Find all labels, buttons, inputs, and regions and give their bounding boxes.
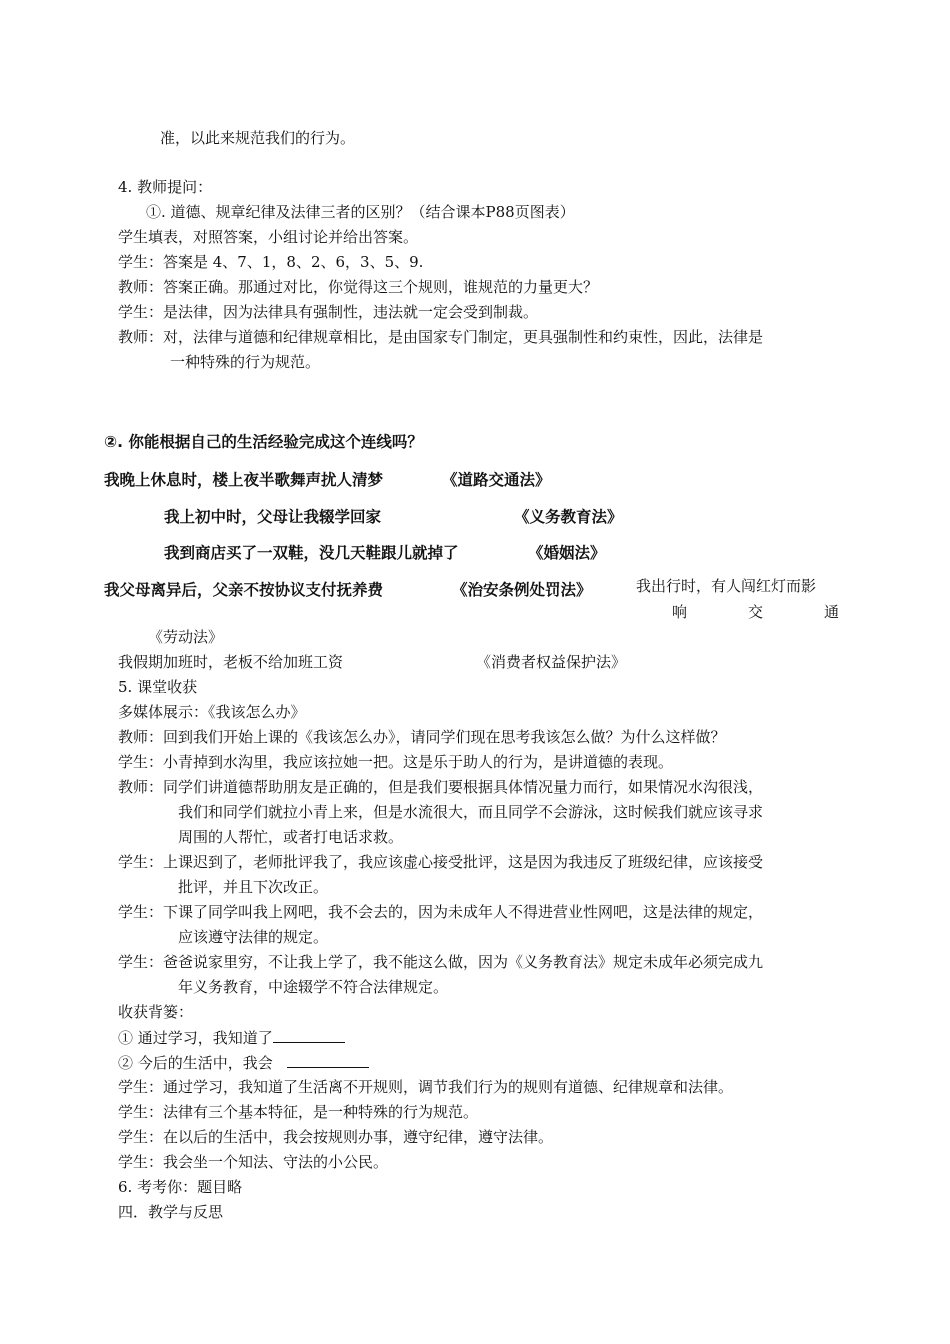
- dialogue-line: 学生：爸爸说家里穷，不让我上学了，我不能这么做，因为《义务教育法》规定未成年必须完成九: [118, 953, 764, 971]
- dialogue-line: 学生：下课了同学叫我上网吧，我不会去的，因为未成年人不得进营业性网吧，这是法律的规定，: [118, 903, 764, 921]
- matching-law: 《劳动法》: [148, 628, 224, 646]
- section-heading: 四．教学与反思: [118, 1203, 224, 1221]
- dialogue-line-continued: 周围的人帮忙，或者打电话求救。: [178, 828, 404, 846]
- section-heading: 5. 课堂收获: [118, 678, 198, 696]
- matching-heading: ②. 你能根据自己的生活经验完成这个连线吗？: [104, 433, 423, 451]
- fill-in-prompt: ② 今后的生活中，我会: [118, 1054, 273, 1072]
- dialogue-line: 教师：答案正确。那通过对比，你觉得这三个规则，谁规范的力量更大？: [118, 278, 599, 296]
- dialogue-line: 教师：回到我们开始上课的《我该怎么办》，请同学们现在思考我该怎么做？为什么这样做？: [118, 728, 726, 746]
- dialogue-line: 学生：在以后的生活中，我会按规则办事，遵守纪律，遵守法律。: [118, 1128, 554, 1146]
- fill-in-line: [118, 1027, 345, 1048]
- matching-law: 《义务教育法》: [514, 508, 623, 526]
- matching-scenario: 我父母离异后，父亲不按协议支付抚养费: [104, 581, 384, 599]
- section-heading: 4. 教师提问：: [118, 178, 213, 196]
- matching-scenario: 我上初中时，父母让我辍学回家: [164, 508, 382, 526]
- matching-law: 《治安条例处罚法》: [452, 581, 592, 599]
- dialogue-line: 学生：法律有三个基本特征，是一种特殊的行为规范。: [118, 1103, 479, 1121]
- dialogue-line: 学生：答案是 4、7、1，8、2、6，3、5、9.: [118, 253, 424, 271]
- dialogue-line-continued: 我们和同学们就拉小青上来，但是水流很大，而且同学不会游泳，这时候我们就应该寻求: [178, 803, 764, 821]
- dialogue-line: 学生：是法律，因为法律具有强制性，违法就一定会受到制裁。: [118, 303, 539, 321]
- dialogue-line-continued: 应该遵守法律的规定。: [178, 928, 329, 946]
- matching-scenario-continued: 交: [748, 603, 764, 621]
- matching-scenario-continued: 通: [824, 603, 840, 621]
- dialogue-line-continued: 年义务教育，中途辍学不符合法律规定。: [178, 978, 449, 996]
- answer-blank: [287, 1052, 369, 1068]
- dialogue-line: 学生：通过学习，我知道了生活离不开规则，调节我们行为的规则有道德、纪律规章和法律。: [118, 1078, 734, 1096]
- question-line: ①. 道德、规章纪律及法律三者的区别？（结合课本P88页图表）: [146, 203, 575, 221]
- dialogue-line: 教师：对，法律与道德和纪律规章相比，是由国家专门制定，更具强制性和约束性，因此，法律是: [118, 328, 764, 346]
- dialogue-line-continued: 批评，并且下次改正。: [178, 878, 329, 896]
- dialogue-line: 学生：小青掉到水沟里，我应该拉她一把。这是乐于助人的行为，是讲道德的表现。: [118, 753, 674, 771]
- matching-scenario-continued: 响: [672, 603, 688, 621]
- dialogue-line: 学生：上课迟到了，老师批评我了，我应该虚心接受批评，这是因为我违反了班级纪律，应该接受: [118, 853, 764, 871]
- matching-law: 《消费者权益保护法》: [476, 653, 627, 671]
- matching-scenario: 我到商店买了一双鞋，没几天鞋跟儿就掉了: [164, 544, 459, 562]
- matching-law: 《道路交通法》: [442, 471, 551, 489]
- fill-in-line: [118, 1052, 369, 1073]
- text-line: 准，以此来规范我们的行为。: [160, 129, 356, 147]
- fill-in-prompt: ① 通过学习，我知道了: [118, 1029, 273, 1047]
- matching-scenario: 我出行时，有人闯红灯而影: [636, 577, 817, 595]
- dialogue-line-continued: 一种特殊的行为规范。: [170, 353, 321, 371]
- dialogue-line: 教师：同学们讲道德帮助朋友是正确的，但是我们要根据具体情况量力而行，如果情况水沟很浅，: [118, 778, 764, 796]
- matching-scenario: 我假期加班时，老板不给加班工资: [118, 653, 344, 671]
- text-line: 多媒体展示：《我该怎么办》: [118, 703, 306, 721]
- dialogue-line: 学生：我会坐一个知法、守法的小公民。: [118, 1153, 389, 1171]
- matching-law: 《婚姻法》: [528, 544, 606, 562]
- text-line: 收获背篓：: [118, 1003, 194, 1021]
- text-line: 学生填表，对照答案，小组讨论并给出答案。: [118, 228, 419, 246]
- section-heading: 6. 考考你：题目略: [118, 1178, 243, 1196]
- answer-blank: [273, 1027, 345, 1043]
- matching-scenario: 我晚上休息时，楼上夜半歌舞声扰人清梦: [104, 471, 384, 489]
